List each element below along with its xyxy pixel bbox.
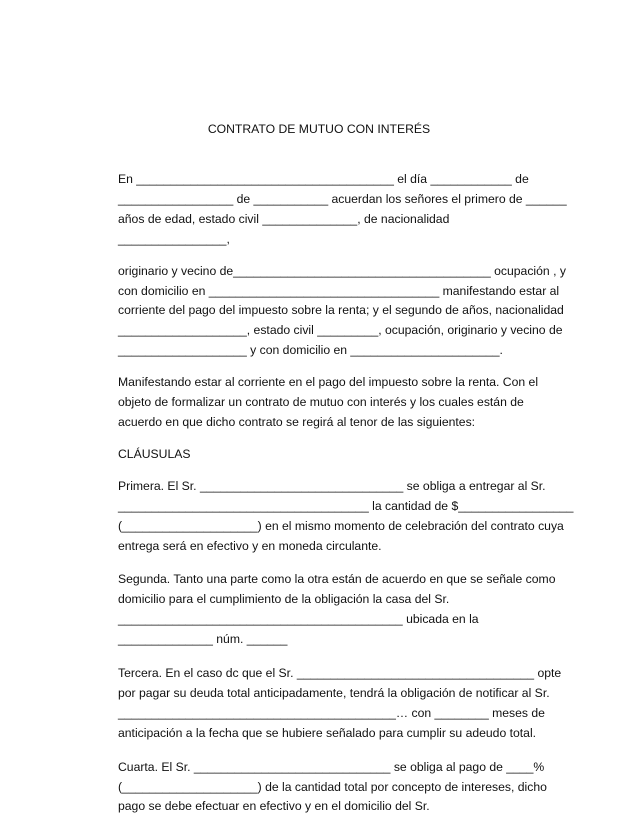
text-line: objeto de formalizar un contrato de mutuo con interés y los cuales están de [118, 395, 524, 410]
clause-fourth [118, 758, 593, 818]
text-line: anticipación a la fecha que se hubiere señalado para cumplir su adeudo total. [118, 725, 537, 740]
text-line: ___________________ y con domicilio en ______________________. [118, 343, 503, 358]
text-line: originario y vecino de______________________________________ ocupación , y [118, 263, 566, 278]
text-line: _________________________________________… con ________ meses de [118, 705, 545, 720]
text-line: (____________________) en el mismo momento de celebración del contrato cuya [118, 518, 564, 533]
clauses-heading [118, 445, 593, 465]
document-title: CONTRATO DE MUTUO CON INTERÉS [207, 122, 431, 136]
document-body [118, 170, 593, 817]
text-line: acuerdo en que dicho contrato se regirá al tenor de las siguientes: [118, 414, 476, 429]
text-line: con domicilio en __________________________________ manifestando estar al [118, 283, 560, 298]
paragraph-purpose [118, 373, 593, 433]
text-line: Segunda. Tanto una parte como la otra están de acuerdo en que se señale como [118, 572, 556, 587]
clause-first [118, 477, 593, 557]
text-line: corriente del pago del impuesto sobre la renta; y el segundo de años, nacionalidad [118, 303, 564, 318]
text-line: _________________ de ___________ acuerdan los señores el primero de ______ [118, 191, 567, 206]
heading-line: CLÁUSULAS [118, 446, 191, 461]
text-line: _____________________________________ la cantidad de $_________________ [118, 498, 574, 513]
text-line: Tercera. En el caso dc que el Sr. ___________________________________ opte [118, 666, 562, 681]
text-line: entrega será en efectivo y en moneda circulante. [118, 538, 382, 553]
text-line: años de edad, estado civil ______________, de nacionalidad [118, 211, 450, 226]
text-line: ______________ núm. ______ [118, 632, 288, 647]
clause-second [118, 570, 593, 650]
text-line: por pagar su deuda total anticipadamente, tendrá la obligación de notificar al Sr. [118, 685, 550, 700]
text-line: Cuarta. El Sr. _____________________________ se obliga al pago de ____% [118, 759, 545, 774]
text-line: pago se debe efectuar en efectivo y en el domicilio del Sr. [118, 799, 430, 814]
text-line: ___________________, estado civil _________, ocupación, originario y vecino de [118, 323, 563, 338]
text-line: ________________, [118, 231, 230, 246]
text-line: Manifestando estar al corriente en el pago del impuesto sobre la renta. Con el [118, 375, 539, 390]
text-line: __________________________________________ ubicada en la [118, 612, 479, 627]
text-line: domicilio para el cumplimiento de la obligación la casa del Sr. [118, 592, 450, 607]
paragraph-parties-details [118, 262, 593, 362]
text-line: Primera. El Sr. ______________________________ se obliga a entregar al Sr. [118, 478, 546, 493]
paragraph-parties-intro [118, 170, 593, 250]
text-line: (____________________) de la cantidad total por concepto de intereses, dicho [118, 779, 547, 794]
text-line: En ______________________________________ el día ____________ de [118, 172, 529, 186]
clause-third [118, 664, 593, 744]
